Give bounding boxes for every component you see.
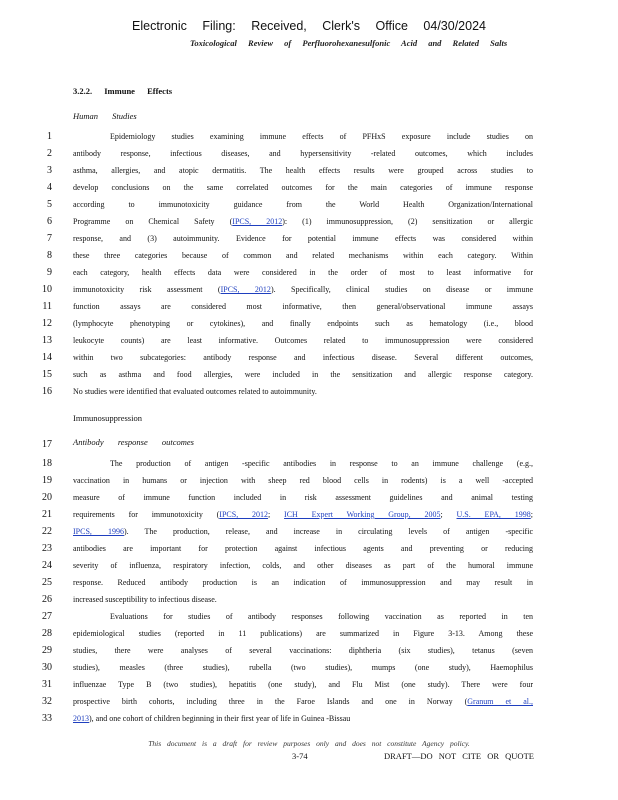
line-segment: studies), measles (three studies), rubella (two studies), mumps (one study), Haemophilus xyxy=(73,663,533,672)
line-text xyxy=(73,147,533,160)
line-text xyxy=(73,542,533,555)
citation-link[interactable]: Granum et al., xyxy=(467,697,533,706)
text-line xyxy=(0,678,618,691)
text-line xyxy=(0,283,618,296)
citation-link[interactable]: IPCS, 1996 xyxy=(73,527,124,536)
text-line xyxy=(0,712,618,725)
line-segment: leukocyte counts) are least informative. Outcomes related to immunosuppression were considered xyxy=(73,336,533,345)
text-line xyxy=(0,130,618,143)
line-text xyxy=(73,474,533,487)
running-head: Toxicological Review of Perfluorohexanesulfonic Acid and Related Salts xyxy=(190,38,508,48)
line-segment: antibody response, infectious diseases, and hypersensitivity -related outcomes, which includes xyxy=(73,149,533,158)
line-text xyxy=(73,198,533,211)
line-segment: function assays are considered most informative, then general/observational immune assays xyxy=(73,302,533,311)
line-segment: (lymphocyte phenotyping or cytokines), and finally endpoints such as hematology (i.e., blood xyxy=(73,319,533,328)
text-line xyxy=(0,334,618,347)
text-line xyxy=(0,644,618,657)
line-text xyxy=(73,712,350,725)
line-segment: Evaluations for studies of antibody responses following vaccination as reported in ten xyxy=(110,612,533,621)
line-number: 14 xyxy=(42,352,52,363)
line-number: 12 xyxy=(42,318,52,329)
line-segment: antibodies are important for protection against infectious agents and preventing or reducing xyxy=(73,544,533,553)
line-number: 21 xyxy=(42,509,52,520)
line-text xyxy=(73,164,533,177)
citation-link[interactable]: ICH Expert Working Group, 2005 xyxy=(284,510,441,519)
line-segment: vaccination in humans or injection with sheep red blood cells in rodents) is a well -accepted xyxy=(73,476,533,485)
line-text xyxy=(73,627,533,640)
line-number: 31 xyxy=(42,679,52,690)
text-line xyxy=(0,147,618,160)
citation-link[interactable]: U.S. EPA, 1998 xyxy=(456,510,531,519)
line-number: 13 xyxy=(42,335,52,346)
page-number: 3-74 xyxy=(292,751,308,761)
line-text xyxy=(73,334,533,347)
line-segment: Epidemiology studies examining immune effects of PFHxS exposure include studies on xyxy=(110,132,533,141)
subheading-antibody-response: Antibody response outcomes xyxy=(73,437,194,447)
line-segment: increased susceptibility to infectious disease. xyxy=(73,595,217,604)
line-number: 11 xyxy=(42,301,52,312)
text-line xyxy=(0,317,618,330)
line-segment: ; xyxy=(530,510,533,519)
line-text xyxy=(73,215,533,228)
line-text xyxy=(73,559,533,572)
line-number: 23 xyxy=(42,543,52,554)
line-number: 29 xyxy=(42,645,52,656)
subheading-immunosuppression: Immunosuppression xyxy=(73,413,142,423)
line-number: 27 xyxy=(42,611,52,622)
line-text xyxy=(110,457,533,470)
line-number: 1 xyxy=(47,131,52,142)
citation-link[interactable]: IPCS, 2012 xyxy=(232,217,283,226)
text-line xyxy=(0,181,618,194)
text-line xyxy=(0,610,618,623)
line-text xyxy=(110,610,533,623)
line-number: 33 xyxy=(42,713,52,724)
line-number: 8 xyxy=(47,250,52,261)
text-line xyxy=(0,593,618,606)
line-segment: develop conclusions on the same correlated outcomes for the main categories of immune response xyxy=(73,183,533,192)
line-segment: severity of influenza, respiratory infection, colds, and other diseases as part of the humoral immune xyxy=(73,561,533,570)
line-text xyxy=(73,508,533,521)
line-segment: prospective birth cohorts, including three in the Faroe Islands and one in Norway ( xyxy=(73,697,468,706)
line-segment: within two subcategories: antibody response and infectious disease. Several different outcomes, xyxy=(73,353,533,362)
line-number: 20 xyxy=(42,492,52,503)
text-line xyxy=(0,695,618,708)
line-segment: these three categories because of common and related mechanisms within each category. Within xyxy=(73,251,533,260)
text-line xyxy=(0,385,618,398)
line-segment: according to immunotoxicity guidance from the World Health Organization/International xyxy=(73,200,533,209)
line-segment: ), and one cohort of children beginning in their first year of life in Guinea -Bissau xyxy=(89,714,351,723)
line-number: 19 xyxy=(42,475,52,486)
line-number: 32 xyxy=(42,696,52,707)
line-text xyxy=(73,181,533,194)
line-number: 18 xyxy=(42,458,52,469)
line-number: 2 xyxy=(47,148,52,159)
line-number: 30 xyxy=(42,662,52,673)
text-line xyxy=(0,164,618,177)
line-number: 16 xyxy=(42,386,52,397)
line-text xyxy=(73,249,533,262)
line-text xyxy=(73,368,533,381)
text-line xyxy=(0,266,618,279)
text-line xyxy=(0,576,618,589)
line-number: 10 xyxy=(42,284,52,295)
subheading-human-studies: Human Studies xyxy=(73,111,137,121)
section-heading: 3.2.2. Immune Effects xyxy=(73,86,173,96)
line-number: 15 xyxy=(42,369,52,380)
line-segment: studies, there were analyses of several vaccinations: diphtheria (six studies), tetanus (seven xyxy=(73,646,533,655)
text-line xyxy=(0,474,618,487)
line-text xyxy=(73,300,533,313)
line-segment: No studies were identified that evaluated outcomes related to autoimmunity. xyxy=(73,387,317,396)
line-text xyxy=(73,266,533,279)
citation-link[interactable]: IPCS, 2012 xyxy=(219,510,269,519)
line-segment: ). The production, release, and increase in circulating levels of antigen -specific xyxy=(123,527,533,536)
text-line xyxy=(0,249,618,262)
text-line xyxy=(0,368,618,381)
line-segment: response, and (3) autoimmunity. Evidence for potential immune effects was considered within xyxy=(73,234,533,243)
line-number: 7 xyxy=(47,233,52,244)
line-text xyxy=(73,491,533,504)
text-line xyxy=(0,198,618,211)
line-segment: requirements for immunotoxicity ( xyxy=(73,510,220,519)
line-text xyxy=(110,130,533,143)
line-number: 17 xyxy=(42,439,52,450)
text-line xyxy=(0,661,618,674)
line-segment: influenzae Type B (two studies), hepatitis (one study), and Flu Mist (one study). There were four xyxy=(73,680,533,689)
line-number: 26 xyxy=(42,594,52,605)
line-segment: each category, health effects data were considered in the order of most to least informative for xyxy=(73,268,533,277)
line-text xyxy=(73,283,533,296)
line-segment: asthma, allergies, and atopic dermatitis. The health effects results were grouped across studies to xyxy=(73,166,533,175)
text-line xyxy=(0,300,618,313)
line-segment: immunotoxicity risk assessment ( xyxy=(73,285,221,294)
line-segment: ; xyxy=(440,510,457,519)
line-text xyxy=(73,351,533,364)
citation-link[interactable]: 2013 xyxy=(73,714,89,723)
text-line xyxy=(0,508,618,521)
text-line xyxy=(0,351,618,364)
line-text xyxy=(73,678,533,691)
draft-label: DRAFT—DO NOT CITE OR QUOTE xyxy=(384,751,534,761)
line-number: 9 xyxy=(47,267,52,278)
line-text xyxy=(73,695,533,708)
line-segment: The production of antigen -specific antibodies in response to an immune challenge (e.g., xyxy=(110,459,533,468)
line-number: 24 xyxy=(42,560,52,571)
line-segment: measure of immune function included in risk assessment guidelines and animal testing xyxy=(73,493,533,502)
text-line xyxy=(0,559,618,572)
text-line xyxy=(0,215,618,228)
text-line xyxy=(0,457,618,470)
line-number: 28 xyxy=(42,628,52,639)
line-text xyxy=(73,525,533,538)
line-text xyxy=(73,644,533,657)
citation-link[interactable]: IPCS, 2012 xyxy=(220,285,271,294)
line-segment: ; xyxy=(268,510,285,519)
line-segment: ). Specifically, clinical studies on disease or immune xyxy=(270,285,533,294)
line-segment: response. Reduced antibody production is an indication of immunosuppression and may result in xyxy=(73,578,533,587)
line-text xyxy=(73,317,533,330)
line-segment: epidemiological studies (reported in 11 publications) are summarized in Figure 3-13. Among these xyxy=(73,629,533,638)
line-text xyxy=(73,385,317,398)
draft-disclaimer: This document is a draft for review purposes only and does not constitute Agency policy. xyxy=(148,739,470,748)
text-line xyxy=(0,491,618,504)
line-number: 4 xyxy=(47,182,52,193)
line-text xyxy=(73,232,533,245)
text-line xyxy=(0,542,618,555)
line-segment: ): (1) immunosuppression, (2) sensitization or allergic xyxy=(282,217,533,226)
line-segment: such as asthma and food allergies, were included in the sensitization and allergic response category. xyxy=(73,370,533,379)
line-text xyxy=(73,661,533,674)
line-number: 5 xyxy=(47,199,52,210)
text-line xyxy=(0,232,618,245)
filing-stamp: Electronic Filing: Received, Clerk's Office 04/30/2024 xyxy=(132,19,486,33)
line-segment: Programme on Chemical Safety ( xyxy=(73,217,233,226)
line-number: 3 xyxy=(47,165,52,176)
line-text xyxy=(73,576,533,589)
line-number: 25 xyxy=(42,577,52,588)
line-text xyxy=(73,593,217,606)
line-number: 22 xyxy=(42,526,52,537)
text-line xyxy=(0,525,618,538)
text-line xyxy=(0,627,618,640)
line-number: 6 xyxy=(47,216,52,227)
